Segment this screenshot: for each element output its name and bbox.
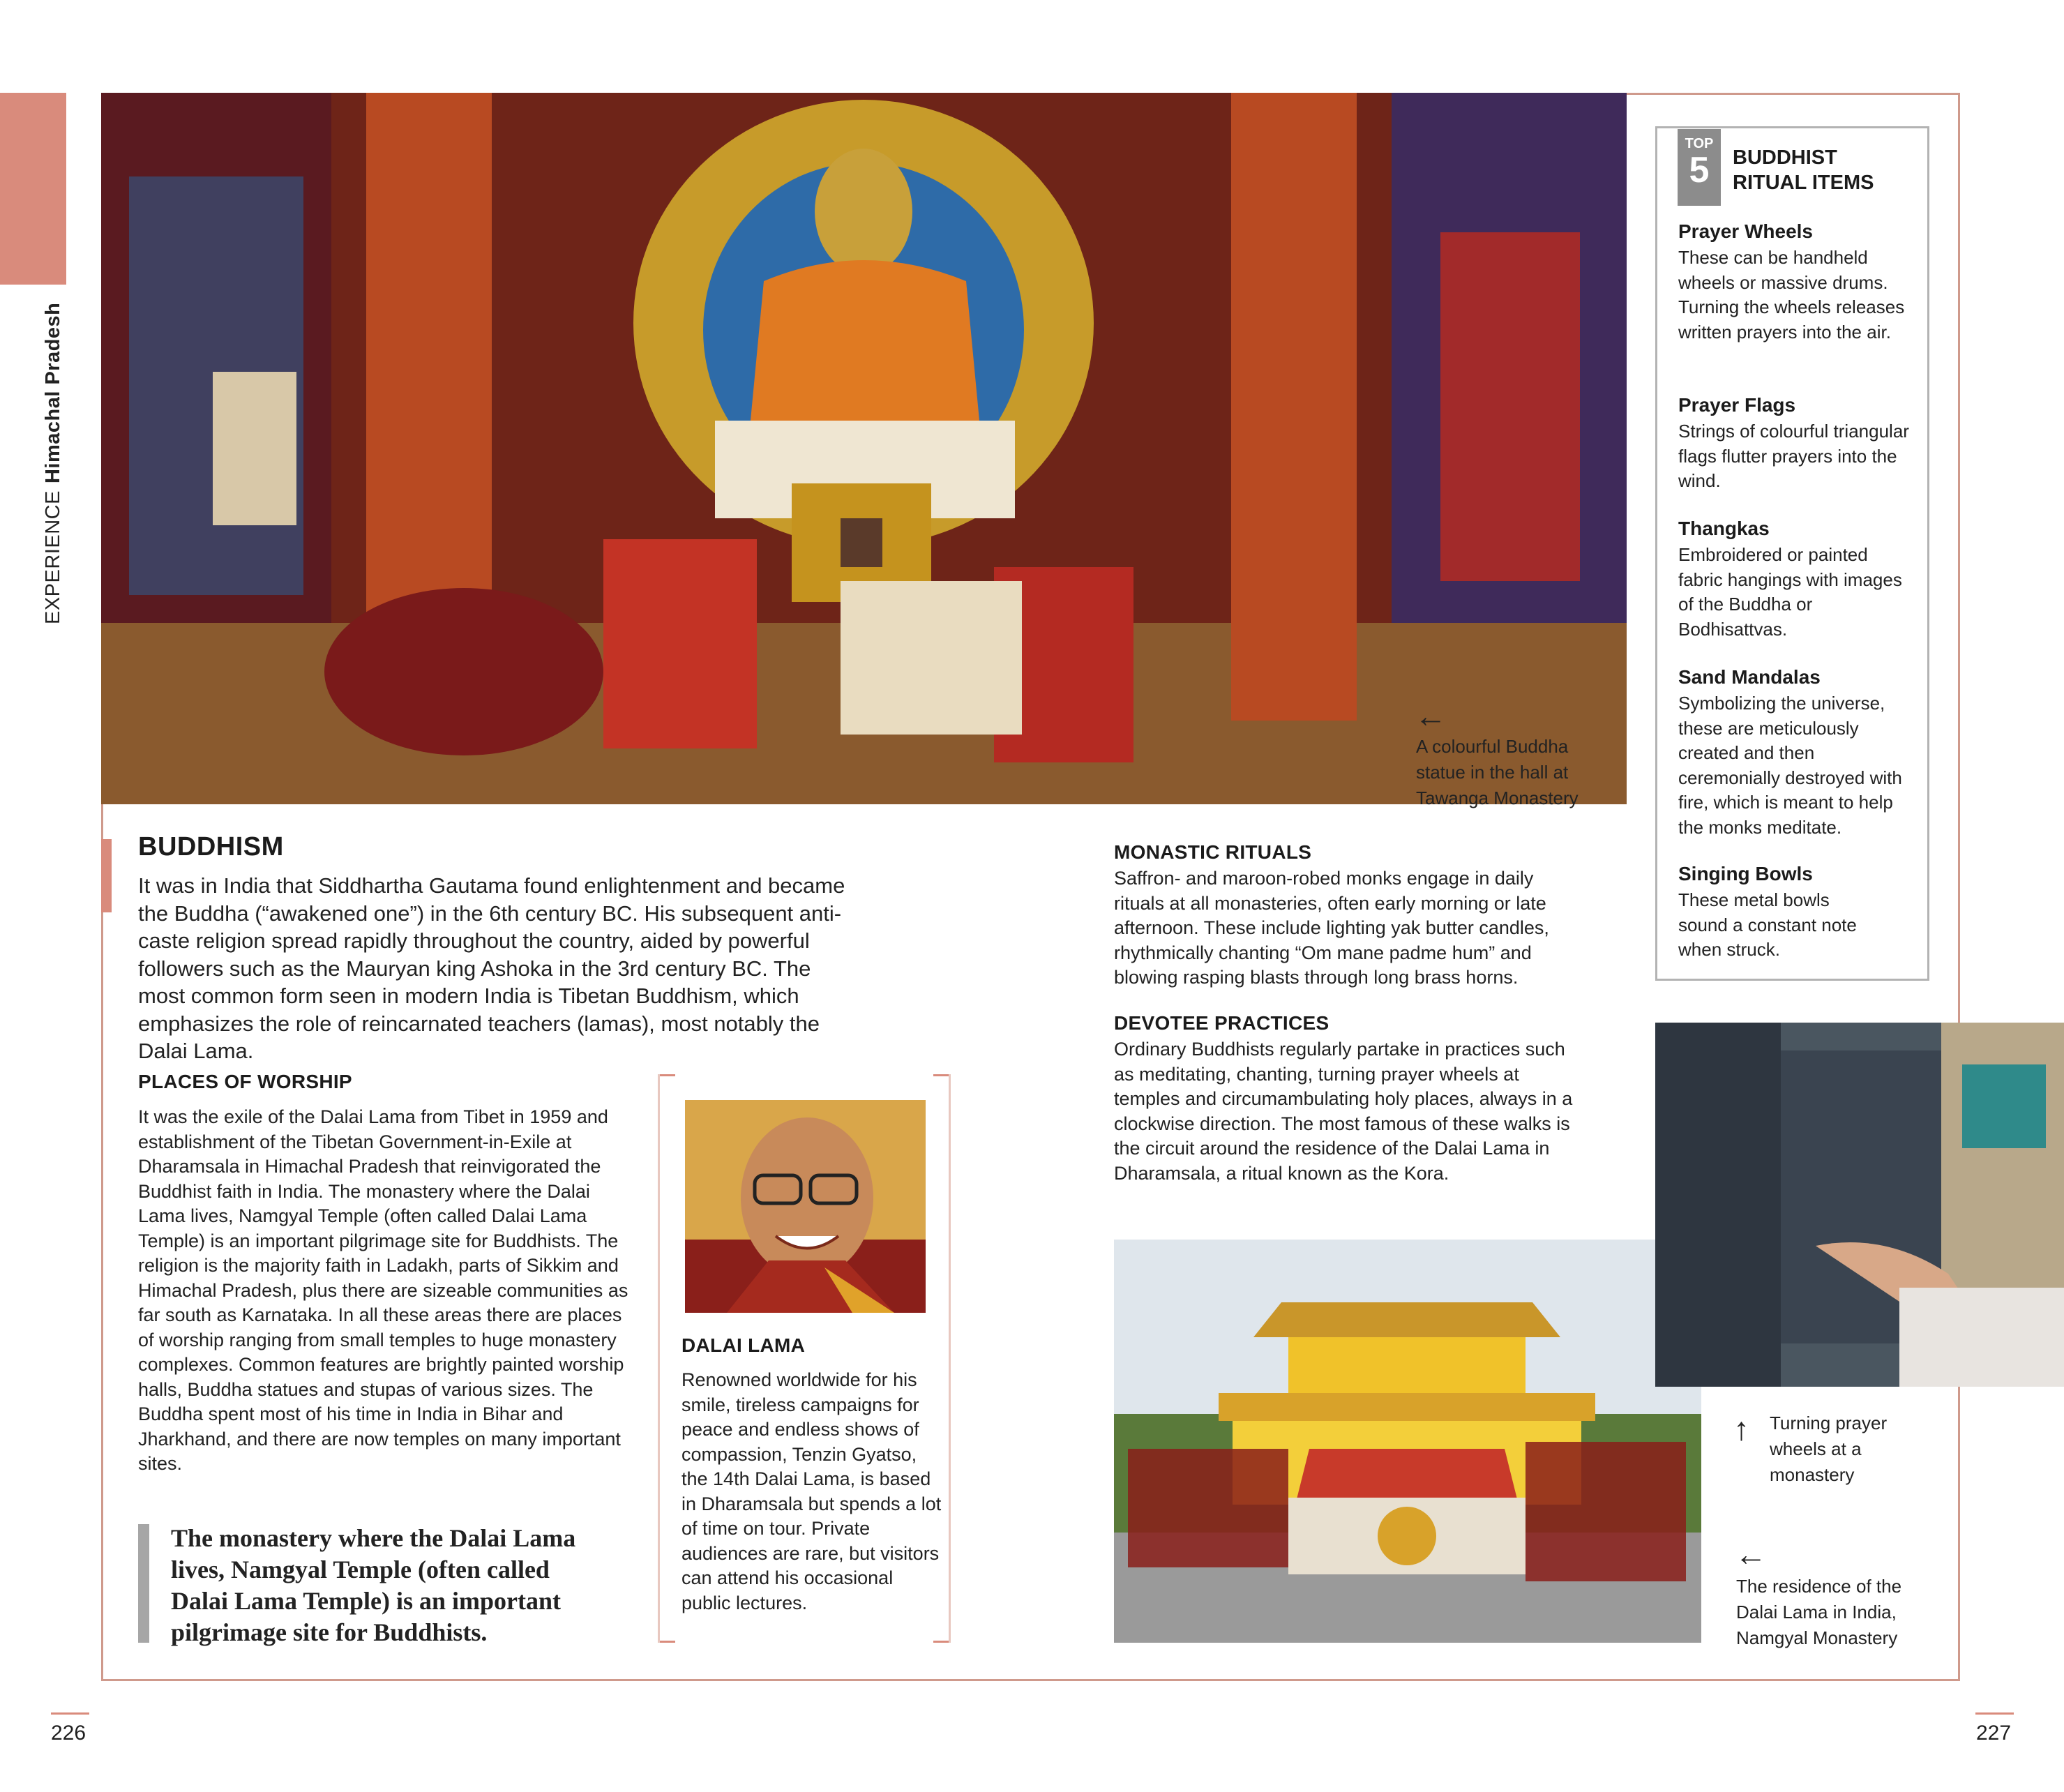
top5-item-name: Prayer Flags (1678, 394, 1796, 416)
top5-item-name: Singing Bowls (1678, 863, 1813, 884)
section-label (42, 303, 65, 624)
namgyal-monastery-photo (1114, 1240, 1701, 1643)
dalai-lama-photo (685, 1100, 926, 1313)
places-title: PLACES OF WORSHIP (138, 1071, 352, 1092)
prayer-wheels-photo (1655, 1023, 2064, 1387)
top5-item-name: Thangkas (1678, 518, 1770, 539)
top5-item-text: These metal bowls sound a constant note when struck. (1678, 889, 1857, 960)
top5-item-text: Symbolizing the universe, these are meticulously created and then ceremonially destroyed with fire, which is meant to help the monks meditate. (1678, 693, 1902, 838)
pull-quote: The monastery where the Dalai Lama lives, Namgyal Temple (often called Dalai Lama Temple) is an important pilgrimage site for Buddhists. (171, 1524, 576, 1646)
top5-item-text: These can be handheld wheels or massive drums. Turning the wheels releases written prayers into the air. (1678, 247, 1905, 342)
main-photo-caption: A colourful Buddha statue in the hall at Tawanga Monastery (1416, 736, 1579, 808)
caption-arrow-left-icon: ← (1735, 1536, 1767, 1572)
buddhism-lead: It was in India that Siddhartha Gautama found enlightenment and became the Buddha (“awakened one”) in the 6th century BC. His subsequent anti-caste religion spread rapidly throughout the country, aided by powerful followers such as the Mauryan king Ashoka in the 3rd century BC. The most common form seen in modern India is Tibetan Buddhism, which emphasizes the role of reincarnated teachers (lamas), most notably the Dalai Lama. (138, 873, 845, 1063)
top5-badge-number: 5 (1689, 150, 1710, 190)
top5-item-name: Sand Mandalas (1678, 666, 1821, 688)
section-name: EXPERIENCE (42, 490, 64, 624)
buddha-hall-photo (101, 93, 1627, 804)
places-text: It was the exile of the Dalai Lama from Tibet in 1959 and establishment of the Tibetan Government-in-Exile at Dharamsala in Himachal Pradesh that reinvigorated the Buddhist faith in India. The monastery where the Dalai Lama lives, Namgyal Temple (often called Dalai Lama Temple) is an important pilgrimage site for Buddhists. The religion is the majority faith in Ladakh, parts of Sikkim and Himachal Pradesh, plus there are sizeable communities as far south as Karnataka. In all these areas there are places of worship ranging from small temples to huge monastery complexes. Common features are brightly painted worship halls, Buddha statues and stupas of various sizes. The Buddha spent most of his time in India in Bihar and Jharkhand, and there are now temples on many important sites. (138, 1106, 628, 1474)
page-number-rule (51, 1712, 89, 1715)
chapter-tab (0, 93, 66, 285)
top5-title: BUDDHIST RITUAL ITEMS (1733, 146, 1874, 194)
devotee-text: Ordinary Buddhists regularly partake in practices such as meditating, chanting, turning prayer wheels at temples and circumambulating holy places, always in a clockwise direction. The most famous of these walks is the circuit around the residence of the Dalai Lama in Dharamsala, a ritual known as the Kora. (1114, 1039, 1573, 1184)
dalai-lama-title: DALAI LAMA (681, 1334, 806, 1356)
caption-arrow-up-icon: ↑ (1733, 1410, 1749, 1447)
buddhism-title: BUDDHISM (138, 832, 284, 861)
page-number-left: 226 (51, 1722, 86, 1745)
page-number-right: 227 (1976, 1722, 2012, 1745)
lead-accent-bar (101, 839, 112, 912)
monastic-title: MONASTIC RITUALS (1114, 841, 1312, 863)
top5-item-name: Prayer Wheels (1678, 220, 1813, 242)
caption-arrow-left-icon: ← (1415, 698, 1447, 734)
top5-badge-label: TOP (1685, 136, 1714, 151)
region-name: Himachal Pradesh (42, 302, 64, 484)
top5-item-text: Embroidered or painted fabric hangings with images of the Buddha or Bodhisattvas. (1678, 544, 1902, 640)
page-number-rule (1975, 1712, 2014, 1715)
wheels-photo-caption: Turning prayer wheels at a monastery (1770, 1413, 1888, 1485)
pull-quote-bar (138, 1524, 149, 1643)
monastic-text: Saffron- and maroon-robed monks engage in daily rituals at all monasteries, often early morning or late afternoon. These include lighting yak butter candles, rhythmically chanting “Om mane padme hum” and blowing rasping blasts through long brass horns. (1114, 868, 1549, 988)
top5-badge (1678, 129, 1721, 206)
dalai-lama-text: Renowned worldwide for his smile, tireless campaigns for peace and endless shows of compassion, Tenzin Gyatso, the 14th Dalai Lama, is based in Dharamsala but spends a lot of time on tour. Private audiences are rare, but visitors can attend his occasional public lectures. (681, 1369, 942, 1613)
top5-item-text: Strings of colourful triangular flags flutter prayers into the wind. (1678, 421, 1909, 491)
devotee-title: DEVOTEE PRACTICES (1114, 1012, 1329, 1034)
residence-photo-caption: The residence of the Dalai Lama in India, Namgyal Monastery (1736, 1576, 1902, 1648)
